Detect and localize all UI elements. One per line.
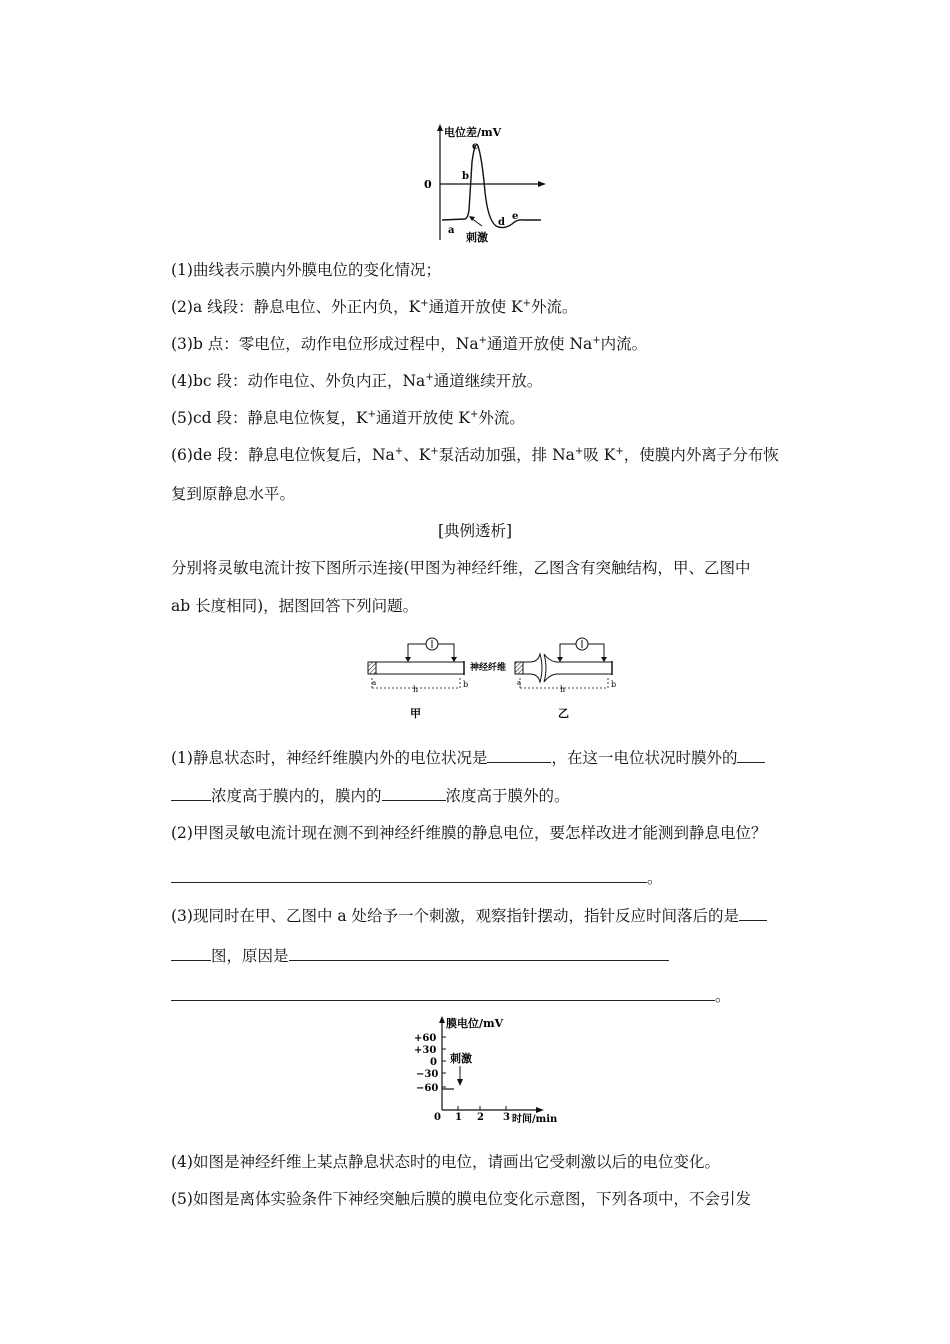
- note-4: (4)bc 段：动作电位、外负内正，Na+通道继续开放。: [171, 371, 543, 390]
- jia-nerve-fiber: [368, 662, 464, 674]
- fig1-point-c: c: [472, 141, 479, 152]
- q3-blank-1-continued[interactable]: [171, 944, 211, 961]
- jia-label-h: h: [413, 685, 419, 694]
- fig3-ytick-neg60: −60: [416, 1083, 439, 1094]
- fig3-xtick-2: 2: [477, 1112, 484, 1123]
- fig3-xtick-0: 0: [434, 1112, 441, 1123]
- question-3-continued: 图，原因是: [171, 944, 669, 967]
- note-5: (5)cd 段：静息电位恢复，K+通道开放使 K+外流。: [171, 408, 525, 427]
- jia-caption: 甲: [410, 707, 421, 720]
- q1-blank-1[interactable]: [487, 746, 551, 763]
- fig1-point-a: a: [448, 225, 455, 236]
- yi-label-h: h: [560, 685, 566, 694]
- question-5: (5)如图是离体实验条件下神经突触后膜的膜电位变化示意图，下列各项中，不会引发: [171, 1190, 751, 1208]
- q1-blank-2-continued[interactable]: [171, 784, 211, 801]
- q2-blank[interactable]: [171, 866, 647, 883]
- q3-blank-3[interactable]: [171, 984, 715, 1001]
- fig3-stimulus: 刺激: [450, 1052, 472, 1065]
- yi-presynaptic-neuron: [523, 654, 542, 682]
- question-3-answer: 。: [171, 984, 731, 1007]
- fig3-ytick-0: 0: [430, 1057, 437, 1068]
- q1-blank-3[interactable]: [382, 784, 446, 801]
- yi-hatched-end: [515, 662, 523, 674]
- nerve-fiber-label: 神经纤维: [470, 663, 507, 673]
- q3-blank-1[interactable]: [739, 904, 767, 921]
- yi-caption: 乙: [558, 707, 569, 720]
- note-3: (3)b 点：零电位，动作电位形成过程中，Na+通道开放使 Na+内流。: [171, 334, 648, 353]
- fig1-zero: 0: [424, 178, 432, 191]
- question-1-continued: 浓度高于膜内的，膜内的 浓度高于膜外的。: [171, 784, 570, 807]
- jia-label-a: a: [372, 679, 377, 687]
- action-potential-figure: [420, 122, 560, 246]
- fig3-ytick-neg30: −30: [416, 1069, 439, 1080]
- q3-blank-2[interactable]: [289, 944, 669, 961]
- intro-line-2: ab 长度相同)，据图回答下列问题。: [171, 597, 419, 615]
- potential-curve: [442, 145, 541, 228]
- question-3: (3)现同时在甲、乙图中 a 处给予一个刺激，观察指针摆动，指针反应时间落后的是: [171, 904, 767, 927]
- membrane-potential-figure: [410, 1014, 570, 1126]
- fig1-point-e: e: [512, 211, 519, 222]
- question-2: (2)甲图灵敏电流计现在测不到神经纤维膜的静息电位，要怎样改进才能测到静息电位？: [171, 824, 767, 842]
- note-1: (1)曲线表示膜内外膜电位的变化情况；: [171, 261, 441, 279]
- fig3-xlabel: 时间/min: [512, 1114, 558, 1125]
- question-2-answer: 。: [171, 866, 663, 889]
- galvanometer-figure: [360, 632, 620, 724]
- note-2: (2)a 线段：静息电位、外正内负，K+通道开放使 K+外流。: [171, 297, 578, 316]
- note-6-continued: 复到原静息水平。: [171, 485, 296, 503]
- fig3-ylabel: 膜电位/mV: [446, 1017, 504, 1030]
- fig1-point-d: d: [498, 217, 505, 228]
- fig3-xtick-1: 1: [455, 1112, 462, 1123]
- fig3-xtick-3: 3: [503, 1112, 510, 1123]
- fig1-ylabel: 电位差/mV: [444, 126, 502, 139]
- yi-label-b: b: [611, 680, 617, 689]
- yi-label-a: a: [517, 679, 522, 687]
- fig1-point-b: b: [462, 171, 469, 182]
- jia-label-b: b: [463, 680, 469, 689]
- jia-hatched-end: [368, 662, 376, 674]
- fig3-ytick-60: +60: [414, 1033, 437, 1044]
- section-title: [典例透析]: [437, 522, 513, 540]
- fig3-ytick-30: +30: [414, 1045, 437, 1056]
- question-1: (1)静息状态时，神经纤维膜内外的电位状况是 ，在这一电位状况时膜外的: [171, 746, 765, 769]
- note-6: (6)de 段：静息电位恢复后，Na+、K+泵活动加强，排 Na+吸 K+，使膜内外离子分布恢: [171, 445, 779, 464]
- question-4: (4)如图是神经纤维上某点静息状态时的电位，请画出它受刺激以后的电位变化。: [171, 1153, 720, 1171]
- q1-blank-2[interactable]: [737, 746, 765, 763]
- fig1-stimulus: 刺激: [466, 231, 488, 244]
- intro-line-1: 分别将灵敏电流计按下图所示连接(甲图为神经纤维，乙图含有突触结构，甲、乙图中: [171, 559, 751, 577]
